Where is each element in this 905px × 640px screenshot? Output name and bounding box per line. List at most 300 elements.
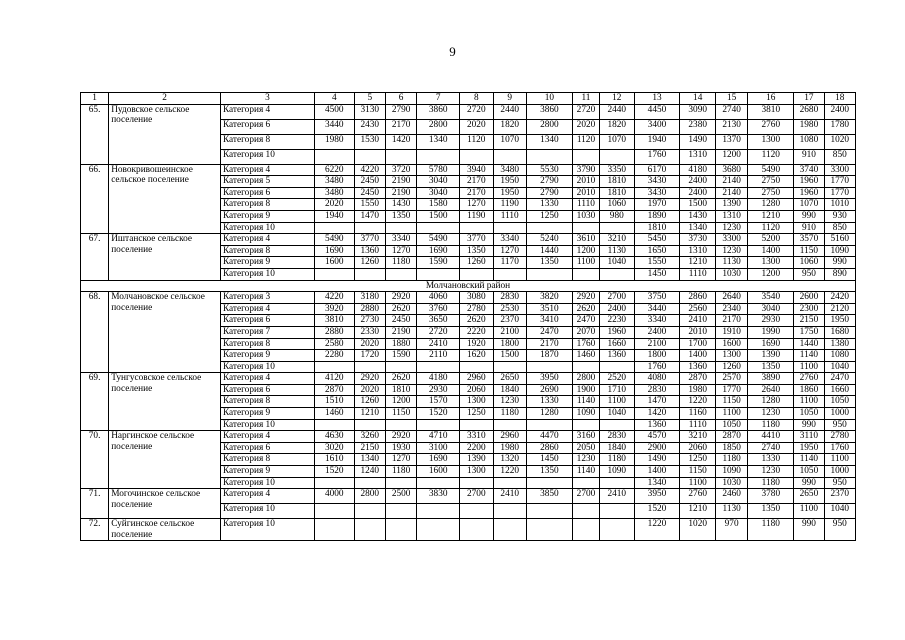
value-cell: 2620	[572, 303, 599, 315]
value-cell: 1360	[680, 361, 716, 373]
value-cell: 1470	[634, 396, 680, 408]
value-cell: 1040	[600, 257, 634, 269]
value-cell: 2330	[354, 326, 385, 338]
value-cell: 1770	[824, 176, 855, 188]
value-cell: 1260	[354, 396, 385, 408]
value-cell: 1610	[314, 454, 354, 466]
value-cell	[572, 419, 599, 431]
value-cell: 1350	[460, 245, 493, 257]
value-cell	[314, 361, 354, 373]
table-row	[81, 431, 856, 443]
value-cell: 1780	[824, 119, 855, 134]
value-cell: 1280	[526, 408, 572, 420]
value-cell: 2230	[600, 315, 634, 327]
value-cell: 3300	[715, 234, 747, 246]
value-cell	[572, 519, 599, 541]
value-cell: 1060	[794, 257, 824, 269]
value-cell: 1720	[354, 350, 385, 362]
value-cell: 2410	[493, 489, 526, 504]
value-cell: 3480	[314, 187, 354, 199]
value-cell: 1350	[526, 466, 572, 478]
value-cell: 2580	[314, 338, 354, 350]
value-cell: 4500	[314, 104, 354, 119]
value-cell: 1420	[634, 408, 680, 420]
category-cell: Категория 8	[220, 134, 314, 149]
value-cell: 1310	[715, 210, 747, 222]
value-cell: 3850	[526, 489, 572, 504]
value-cell: 1180	[748, 477, 794, 489]
table-row	[81, 519, 856, 541]
value-cell: 2880	[354, 303, 385, 315]
value-cell	[526, 419, 572, 431]
value-cell: 2870	[715, 431, 747, 443]
value-cell: 2020	[572, 119, 599, 134]
value-cell: 930	[824, 210, 855, 222]
value-cell: 5240	[526, 234, 572, 246]
value-cell: 1360	[600, 350, 634, 362]
value-cell: 1580	[417, 199, 460, 211]
value-cell: 1400	[748, 245, 794, 257]
value-cell	[600, 477, 634, 489]
value-cell: 2050	[572, 442, 599, 454]
value-cell: 3260	[354, 431, 385, 443]
value-cell: 1230	[748, 408, 794, 420]
value-cell: 1090	[572, 408, 599, 420]
value-cell: 1510	[314, 396, 354, 408]
value-cell: 1100	[824, 454, 855, 466]
column-header: 11	[572, 93, 599, 105]
value-cell: 1300	[460, 466, 493, 478]
category-cell: Категория 8	[220, 245, 314, 257]
value-cell: 1030	[715, 268, 747, 280]
value-cell	[460, 361, 493, 373]
value-cell: 1310	[680, 149, 716, 164]
value-cell: 2730	[354, 315, 385, 327]
value-cell: 3860	[417, 104, 460, 119]
value-cell: 1140	[794, 350, 824, 362]
value-cell: 1620	[460, 350, 493, 362]
value-cell	[460, 268, 493, 280]
value-cell: 1810	[600, 187, 634, 199]
value-cell: 1550	[354, 199, 385, 211]
value-cell: 3480	[314, 176, 354, 188]
value-cell: 3180	[354, 292, 385, 304]
value-cell: 2020	[354, 384, 385, 396]
value-cell: 2110	[417, 350, 460, 362]
value-cell: 2400	[680, 176, 716, 188]
value-cell: 1430	[385, 199, 416, 211]
value-cell: 1180	[600, 454, 634, 466]
value-cell: 1950	[493, 176, 526, 188]
value-cell: 2500	[385, 489, 416, 504]
value-cell: 4470	[526, 431, 572, 443]
value-cell: 1840	[600, 442, 634, 454]
value-cell: 2800	[526, 119, 572, 134]
value-cell	[354, 519, 385, 541]
value-cell: 1980	[680, 384, 716, 396]
value-cell: 1420	[385, 134, 416, 149]
value-cell: 2190	[385, 326, 416, 338]
value-cell: 1360	[354, 245, 385, 257]
value-cell: 3040	[417, 176, 460, 188]
value-cell: 3950	[526, 373, 572, 385]
column-header: 13	[634, 93, 680, 105]
value-cell: 2750	[748, 176, 794, 188]
value-cell: 2400	[680, 187, 716, 199]
value-cell: 1650	[634, 245, 680, 257]
value-cell: 2700	[460, 489, 493, 504]
value-cell: 1230	[748, 466, 794, 478]
value-cell	[526, 519, 572, 541]
category-cell: Категория 4	[220, 489, 314, 504]
value-cell: 3430	[634, 176, 680, 188]
value-cell: 2870	[314, 384, 354, 396]
value-cell: 5490	[314, 234, 354, 246]
value-cell	[600, 222, 634, 234]
column-header: 4	[314, 93, 354, 105]
value-cell	[314, 268, 354, 280]
value-cell: 3080	[460, 292, 493, 304]
value-cell: 1770	[715, 384, 747, 396]
value-cell	[354, 268, 385, 280]
value-cell: 1520	[417, 408, 460, 420]
value-cell: 1300	[715, 350, 747, 362]
settlement-name: Суйгинское сельское поселение	[109, 519, 221, 541]
value-cell: 5530	[526, 164, 572, 176]
value-cell: 3040	[748, 303, 794, 315]
value-cell: 1060	[600, 199, 634, 211]
value-cell: 2880	[314, 326, 354, 338]
value-cell	[417, 361, 460, 373]
value-cell: 1200	[385, 396, 416, 408]
value-cell: 1520	[634, 504, 680, 519]
value-cell: 2190	[385, 187, 416, 199]
value-cell: 3040	[417, 187, 460, 199]
table-row	[81, 164, 856, 176]
category-cell: Категория 6	[220, 315, 314, 327]
value-cell: 5450	[634, 234, 680, 246]
value-cell: 4570	[634, 431, 680, 443]
value-cell: 2790	[526, 176, 572, 188]
value-cell: 1700	[680, 338, 716, 350]
category-cell: Категория 9	[220, 257, 314, 269]
value-cell: 1190	[460, 210, 493, 222]
value-cell: 2400	[634, 326, 680, 338]
category-cell: Категория 9	[220, 408, 314, 420]
category-cell: Категория 5	[220, 176, 314, 188]
value-cell: 2720	[417, 326, 460, 338]
value-cell: 1220	[493, 466, 526, 478]
tariff-table	[80, 92, 856, 541]
category-cell: Категория 6	[220, 384, 314, 396]
value-cell: 4710	[417, 431, 460, 443]
value-cell: 2410	[417, 338, 460, 350]
value-cell: 1920	[460, 338, 493, 350]
settlement-number: 71.	[81, 489, 109, 519]
value-cell: 3340	[634, 315, 680, 327]
value-cell	[526, 222, 572, 234]
value-cell	[572, 361, 599, 373]
value-cell: 3770	[460, 234, 493, 246]
value-cell: 2400	[824, 104, 855, 119]
value-cell: 1110	[680, 419, 716, 431]
value-cell: 2700	[572, 489, 599, 504]
value-cell: 1010	[824, 199, 855, 211]
value-cell	[600, 419, 634, 431]
value-cell: 1550	[634, 257, 680, 269]
value-cell: 1090	[824, 245, 855, 257]
value-cell: 5490	[417, 234, 460, 246]
category-cell: Категория 4	[220, 104, 314, 119]
value-cell	[600, 504, 634, 519]
value-cell: 2760	[794, 373, 824, 385]
category-cell: Категория 10	[220, 149, 314, 164]
value-cell: 1880	[385, 338, 416, 350]
value-cell: 1500	[680, 199, 716, 211]
value-cell: 2300	[794, 303, 824, 315]
value-cell	[385, 361, 416, 373]
value-cell: 2120	[824, 303, 855, 315]
value-cell: 1660	[600, 338, 634, 350]
category-cell: Категория 4	[220, 303, 314, 315]
value-cell: 1950	[794, 442, 824, 454]
value-cell: 1050	[794, 408, 824, 420]
value-cell: 2010	[572, 187, 599, 199]
value-cell: 1230	[715, 245, 747, 257]
value-cell: 1100	[600, 396, 634, 408]
value-cell: 850	[824, 149, 855, 164]
value-cell: 1380	[824, 338, 855, 350]
value-cell: 5200	[748, 234, 794, 246]
value-cell: 990	[794, 477, 824, 489]
settlement-number: 68.	[81, 292, 109, 373]
value-cell: 3440	[634, 303, 680, 315]
value-cell: 1110	[572, 199, 599, 211]
value-cell: 4410	[748, 431, 794, 443]
table-row	[81, 292, 856, 304]
value-cell: 1210	[680, 504, 716, 519]
value-cell: 2720	[460, 104, 493, 119]
value-cell: 990	[794, 419, 824, 431]
value-cell: 1260	[354, 257, 385, 269]
value-cell: 2190	[385, 176, 416, 188]
column-header: 1	[81, 93, 109, 105]
column-header: 7	[417, 93, 460, 105]
value-cell: 2570	[715, 373, 747, 385]
value-cell: 1000	[824, 466, 855, 478]
value-cell: 1520	[314, 466, 354, 478]
value-cell: 2450	[385, 315, 416, 327]
value-cell	[572, 504, 599, 519]
value-cell: 2450	[354, 176, 385, 188]
category-cell: Категория 6	[220, 187, 314, 199]
value-cell	[314, 149, 354, 164]
value-cell: 2140	[715, 176, 747, 188]
value-cell: 2440	[600, 104, 634, 119]
value-cell	[417, 419, 460, 431]
value-cell: 2200	[460, 442, 493, 454]
category-cell: Категория 8	[220, 396, 314, 408]
value-cell: 2020	[460, 119, 493, 134]
value-cell: 1340	[634, 477, 680, 489]
value-cell: 1860	[794, 384, 824, 396]
value-cell: 3110	[794, 431, 824, 443]
value-cell: 2680	[794, 104, 824, 119]
value-cell: 4450	[634, 104, 680, 119]
value-cell: 1800	[493, 338, 526, 350]
value-cell: 1810	[634, 222, 680, 234]
value-cell: 2100	[634, 338, 680, 350]
value-cell: 1390	[460, 454, 493, 466]
value-cell: 2070	[572, 326, 599, 338]
value-cell	[417, 222, 460, 234]
settlement-name: Тунгусовское сельское поселение	[109, 373, 221, 431]
value-cell: 2800	[354, 489, 385, 504]
value-cell: 1600	[314, 257, 354, 269]
category-cell: Категория 4	[220, 164, 314, 176]
value-cell: 2930	[748, 315, 794, 327]
value-cell: 1760	[634, 361, 680, 373]
value-cell: 1460	[314, 408, 354, 420]
value-cell: 1210	[748, 210, 794, 222]
value-cell: 1800	[634, 350, 680, 362]
value-cell: 2150	[794, 315, 824, 327]
district-row	[81, 280, 856, 292]
settlement-number: 72.	[81, 519, 109, 541]
value-cell: 1970	[634, 199, 680, 211]
value-cell: 3480	[493, 164, 526, 176]
value-cell: 2740	[748, 442, 794, 454]
value-cell	[572, 222, 599, 234]
value-cell: 4180	[680, 164, 716, 176]
value-cell	[572, 477, 599, 489]
table-row	[81, 373, 856, 385]
value-cell: 1690	[314, 245, 354, 257]
value-cell: 3820	[526, 292, 572, 304]
value-cell: 990	[794, 519, 824, 541]
value-cell: 1230	[493, 396, 526, 408]
value-cell: 1140	[572, 396, 599, 408]
value-cell: 2650	[794, 489, 824, 504]
value-cell: 1100	[794, 504, 824, 519]
value-cell: 1340	[354, 454, 385, 466]
settlement-name: Иштанское сельское поселение	[109, 234, 221, 280]
value-cell: 2870	[680, 373, 716, 385]
value-cell	[526, 268, 572, 280]
value-cell	[526, 477, 572, 489]
value-cell: 2780	[824, 431, 855, 443]
value-cell	[572, 149, 599, 164]
value-cell: 3350	[600, 164, 634, 176]
value-cell: 1180	[715, 454, 747, 466]
value-cell: 1960	[600, 326, 634, 338]
value-cell: 1680	[824, 326, 855, 338]
value-cell: 1300	[748, 257, 794, 269]
value-cell: 3090	[680, 104, 716, 119]
value-cell: 1140	[572, 466, 599, 478]
value-cell: 1530	[354, 134, 385, 149]
value-cell: 1450	[526, 454, 572, 466]
value-cell: 2470	[572, 315, 599, 327]
value-cell: 1020	[824, 134, 855, 149]
value-cell: 2760	[748, 119, 794, 134]
value-cell: 910	[794, 149, 824, 164]
value-cell: 1750	[794, 326, 824, 338]
category-cell: Категория 8	[220, 199, 314, 211]
value-cell: 3210	[680, 431, 716, 443]
value-cell: 1150	[715, 396, 747, 408]
value-cell: 2060	[460, 384, 493, 396]
value-cell: 1080	[794, 134, 824, 149]
value-cell	[314, 504, 354, 519]
value-cell: 1980	[314, 134, 354, 149]
value-cell	[354, 504, 385, 519]
value-cell: 2920	[385, 292, 416, 304]
value-cell: 2440	[493, 104, 526, 119]
value-cell	[600, 361, 634, 373]
settlement-name: Пудовское сельское поселение	[109, 104, 221, 164]
value-cell: 4060	[417, 292, 460, 304]
value-cell: 2960	[460, 373, 493, 385]
value-cell: 1110	[493, 210, 526, 222]
value-cell	[526, 361, 572, 373]
value-cell: 1180	[493, 408, 526, 420]
value-cell: 2020	[314, 199, 354, 211]
value-cell: 1470	[354, 210, 385, 222]
category-cell: Категория 4	[220, 431, 314, 443]
value-cell: 1690	[417, 454, 460, 466]
column-header: 15	[715, 93, 747, 105]
value-cell: 3410	[526, 315, 572, 327]
value-cell: 1760	[634, 149, 680, 164]
value-cell: 5780	[417, 164, 460, 176]
value-cell	[526, 504, 572, 519]
value-cell: 3510	[526, 303, 572, 315]
value-cell: 3440	[314, 119, 354, 134]
value-cell: 2740	[715, 104, 747, 119]
value-cell: 1020	[680, 519, 716, 541]
value-cell: 1440	[794, 338, 824, 350]
value-cell: 1570	[417, 396, 460, 408]
value-cell	[385, 222, 416, 234]
value-cell	[314, 419, 354, 431]
value-cell: 1080	[824, 350, 855, 362]
value-cell: 3100	[417, 442, 460, 454]
header-row	[81, 93, 856, 105]
value-cell: 1320	[493, 454, 526, 466]
column-header: 10	[526, 93, 572, 105]
value-cell: 1180	[385, 466, 416, 478]
value-cell: 1070	[600, 134, 634, 149]
value-cell	[493, 419, 526, 431]
value-cell: 1840	[493, 384, 526, 396]
value-cell: 890	[824, 268, 855, 280]
value-cell: 3300	[824, 164, 855, 176]
value-cell: 1170	[493, 257, 526, 269]
value-cell: 2690	[526, 384, 572, 396]
value-cell: 1430	[680, 210, 716, 222]
value-cell: 1940	[314, 210, 354, 222]
value-cell: 1200	[572, 245, 599, 257]
value-cell	[385, 519, 416, 541]
value-cell: 2140	[715, 187, 747, 199]
value-cell: 2280	[314, 350, 354, 362]
column-header: 5	[354, 93, 385, 105]
value-cell	[526, 149, 572, 164]
value-cell: 1600	[715, 338, 747, 350]
settlement-name: Могочинское сельское поселение	[109, 489, 221, 519]
table-row	[81, 234, 856, 246]
